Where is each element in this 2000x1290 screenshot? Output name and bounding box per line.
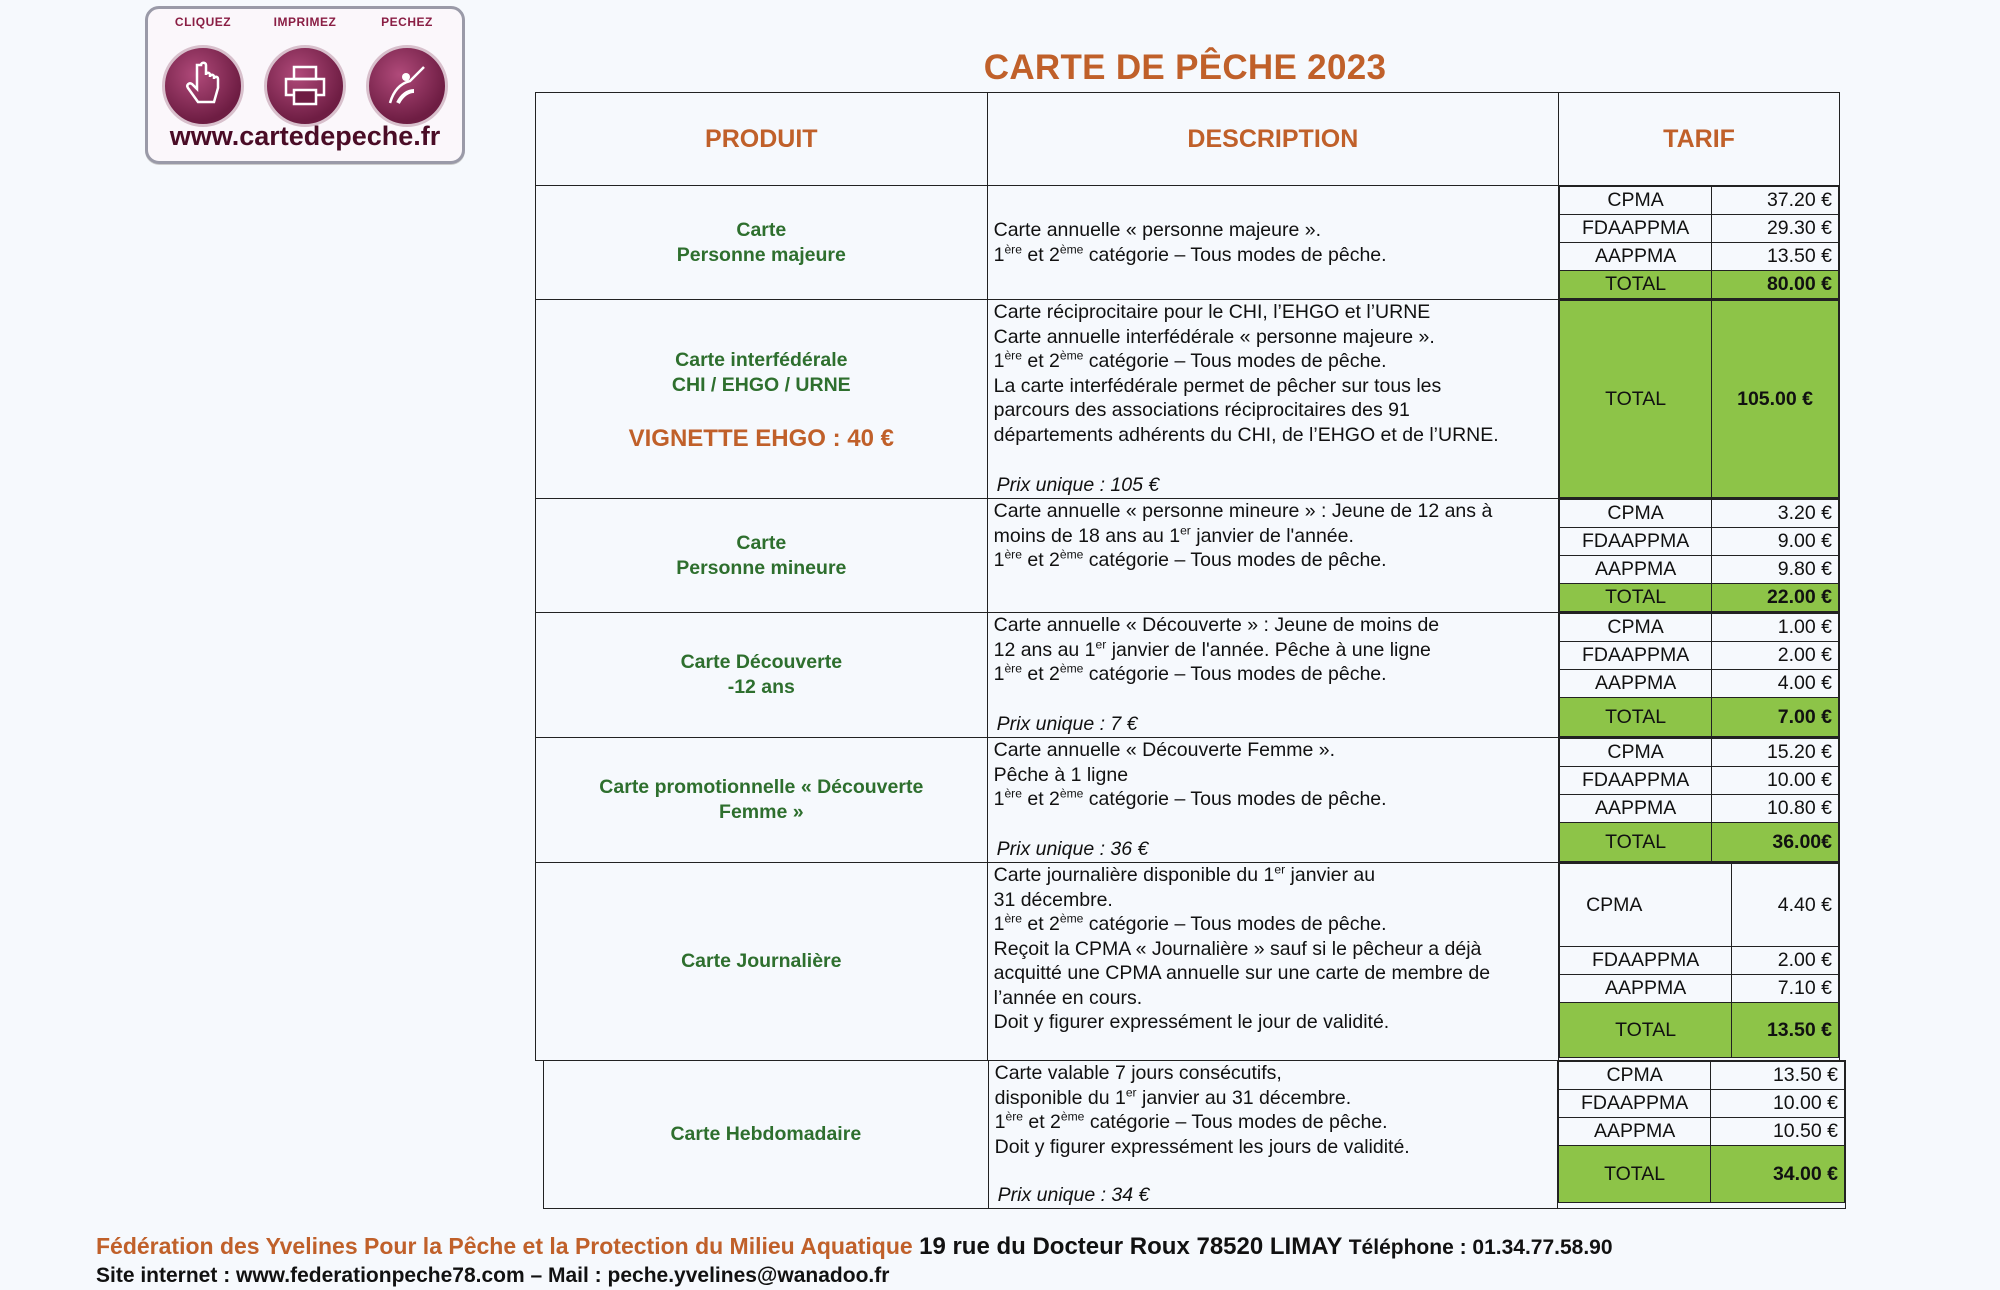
- total-label: TOTAL: [1560, 301, 1712, 498]
- product-cell: [536, 186, 988, 300]
- product-name: Carte interfédérale: [675, 348, 848, 371]
- description-line: l’année en cours.: [993, 986, 1143, 1009]
- description-line: Carte annuelle « Découverte Femme ».: [993, 739, 1336, 761]
- footer-phone: Téléphone : 01.34.77.58.90: [1348, 1236, 1613, 1259]
- rate-label: AAPPMA: [1560, 795, 1712, 823]
- row-hebdomadaire: [544, 1061, 1846, 1209]
- product-name: Carte: [736, 218, 787, 241]
- footer-address: 19 rue du Docteur Roux 78520 LIMAY: [919, 1233, 1343, 1260]
- rate-label: AAPPMA: [1560, 670, 1712, 698]
- fisherman-icon: [366, 45, 448, 127]
- total-value: 7.00 €: [1712, 698, 1839, 737]
- rates-table: [1559, 738, 1839, 862]
- rate-value: 13.50 €: [1711, 1062, 1845, 1090]
- logo-step-fish: [362, 15, 452, 127]
- categorie-line: 1ère et 2ème catégorie – Tous modes de pêche.: [993, 547, 1387, 571]
- footer-organization: Fédération des Yvelines Pour la Pêche et la Protection du Milieu Aquatique: [96, 1233, 913, 1259]
- description-line: Carte valable 7 jours consécutifs,: [994, 1062, 1282, 1084]
- rate-label: FDAAPPMA: [1560, 528, 1712, 556]
- row-decouverte: [536, 613, 1840, 738]
- product-name: Carte: [736, 531, 787, 554]
- printer-icon: [264, 45, 346, 127]
- prix-unique: Prix unique : 34 €: [997, 1183, 1150, 1206]
- header-description: DESCRIPTION: [987, 93, 1558, 186]
- prix-unique: Prix unique : 105 €: [996, 473, 1160, 496]
- rates-table: [1559, 613, 1839, 737]
- product-cell: [536, 300, 988, 499]
- rate-label: AAPPMA: [1560, 243, 1712, 271]
- description-line: moins de 18 ans au 1er janvier de l'année.: [993, 523, 1354, 547]
- description-line: Carte annuelle « Découverte » : Jeune de moins de: [993, 614, 1440, 636]
- rate-value: 29.30 €: [1712, 215, 1839, 243]
- logo-step-label: IMPRIMEZ: [273, 15, 337, 29]
- total-value: 13.50 €: [1732, 1003, 1839, 1058]
- logo-url: www.cartedepeche.fr: [169, 121, 441, 151]
- rate-label: AAPPMA: [1559, 1118, 1711, 1146]
- footer-contact-line: Site internet : www.federationpeche78.com – Mail : peche.yvelines@wanadoo.fr: [96, 1264, 890, 1287]
- description-line: Carte réciprocitaire pour le CHI, l’EHGO et l’URNE: [993, 301, 1431, 323]
- categorie-line: 1ère et 2ème catégorie – Tous modes de pêche.: [993, 242, 1387, 266]
- rate-value: 2.00 €: [1732, 947, 1839, 975]
- rate-label: FDAAPPMA: [1560, 767, 1712, 795]
- logo-step-print: [260, 15, 350, 127]
- header-produit: PRODUIT: [536, 93, 988, 186]
- description-cell: [987, 863, 1558, 1061]
- rates-table: [1558, 1061, 1845, 1203]
- product-name: Carte Découverte: [680, 651, 843, 673]
- rates-cell: [1559, 863, 1840, 1061]
- total-value: 34.00 €: [1711, 1146, 1845, 1203]
- description-cell: [987, 186, 1558, 300]
- product-name: Carte promotionnelle « Découverte: [599, 776, 924, 798]
- description-cell: [987, 499, 1558, 613]
- total-value: 80.00 €: [1712, 271, 1839, 299]
- description-line: 31 décembre.: [993, 888, 1113, 911]
- rate-value: 9.80 €: [1712, 556, 1839, 584]
- categorie-line: 1ère et 2ème catégorie – Tous modes de pêche.: [993, 348, 1387, 372]
- description-line: Reçoit la CPMA « Journalière » sauf si le pêcheur a déjà: [993, 937, 1482, 960]
- rates-table: [1559, 499, 1839, 612]
- total-label: TOTAL: [1560, 823, 1712, 862]
- rate-value: 4.40 €: [1732, 864, 1839, 947]
- rates-cell: [1559, 613, 1840, 738]
- rate-value: 37.20 €: [1712, 187, 1839, 215]
- product-cell: [536, 499, 988, 613]
- description-line: Pêche à 1 ligne: [993, 763, 1129, 786]
- description-line: départements adhérents du CHI, de l’EHGO et de l’URNE.: [993, 423, 1499, 446]
- rate-label: FDAAPPMA: [1560, 215, 1712, 243]
- rate-value: 4.00 €: [1712, 670, 1839, 698]
- row-personne-majeure: [536, 186, 1840, 300]
- description-cell: [987, 300, 1558, 499]
- rate-value: 10.80 €: [1712, 795, 1839, 823]
- description-line: 12 ans au 1er janvier de l'année. Pêche à une ligne: [993, 637, 1431, 661]
- rates-table: [1559, 300, 1839, 498]
- header-tarif: TARIF: [1559, 93, 1840, 186]
- rate-label: FDAAPPMA: [1560, 642, 1712, 670]
- rate-value: 7.10 €: [1732, 975, 1839, 1003]
- product-cell: [544, 1061, 989, 1209]
- row-decouverte-femme: [536, 738, 1840, 863]
- logo-step-label: CLIQUEZ: [174, 15, 232, 29]
- product-name: -12 ans: [727, 676, 795, 698]
- categorie-line: 1ère et 2ème catégorie – Tous modes de pêche.: [993, 911, 1387, 935]
- product-cell: [536, 613, 988, 738]
- rates-cell: [1559, 738, 1840, 863]
- vignette-ehgo: VIGNETTE EHGO : 40 €: [628, 424, 894, 452]
- rate-value: 9.00 €: [1712, 528, 1839, 556]
- page-title: CARTE DE PÊCHE 2023: [983, 48, 1387, 87]
- footer-line-1: [96, 1233, 1613, 1261]
- product-name: Femme »: [719, 801, 804, 823]
- description-line: Doit y figurer expressément les jours de validité.: [994, 1135, 1410, 1158]
- description-line: acquitté une CPMA annuelle sur une carte de membre de: [993, 962, 1491, 984]
- description-cell: [987, 613, 1558, 738]
- rates-cell: [1559, 300, 1840, 499]
- product-cell: [536, 738, 988, 863]
- total-value: 36.00€: [1712, 823, 1839, 862]
- rate-label: CPMA: [1560, 187, 1712, 215]
- rate-value: 1.00 €: [1712, 614, 1839, 642]
- prix-unique: Prix unique : 36 €: [996, 837, 1149, 860]
- description-line: parcours des associations réciprocitaires des 91: [993, 399, 1410, 421]
- row-personne-mineure: [536, 499, 1840, 613]
- total-label: TOTAL: [1560, 698, 1712, 737]
- categorie-line: 1ère et 2ème catégorie – Tous modes de pêche.: [993, 786, 1387, 810]
- rate-label: CPMA: [1560, 614, 1712, 642]
- total-value: 105.00 €: [1712, 301, 1839, 498]
- rate-label: CPMA: [1560, 864, 1732, 947]
- product-name: Carte Hebdomadaire: [670, 1123, 862, 1145]
- rate-label: CPMA: [1560, 500, 1712, 528]
- description-line: Carte journalière disponible du 1er janvier au: [993, 862, 1376, 886]
- description-line: Carte annuelle « personne mineure » : Jeune de 12 ans à: [993, 500, 1493, 522]
- rate-label: CPMA: [1559, 1062, 1711, 1090]
- total-label: TOTAL: [1560, 584, 1712, 612]
- rate-value: 15.20 €: [1712, 739, 1839, 767]
- rates-cell: [1559, 499, 1840, 613]
- product-name: Personne mineure: [676, 556, 847, 579]
- product-name: Carte Journalière: [681, 950, 842, 972]
- rate-label: AAPPMA: [1560, 556, 1712, 584]
- description-cell: [987, 738, 1558, 863]
- product-name: CHI / EHGO / URNE: [671, 373, 851, 396]
- rates-table: [1559, 186, 1839, 299]
- prix-unique: Prix unique : 7 €: [996, 712, 1138, 735]
- product-name: Personne majeure: [676, 243, 846, 266]
- rate-value: 2.00 €: [1712, 642, 1839, 670]
- row-journaliere: [536, 863, 1840, 1061]
- total-label: TOTAL: [1560, 1003, 1732, 1058]
- rates-table: [1559, 863, 1839, 1058]
- description-line: Doit y figurer expressément le jour de validité.: [993, 1011, 1390, 1033]
- description-cell: [988, 1061, 1557, 1209]
- rate-label: FDAAPPMA: [1559, 1090, 1711, 1118]
- product-cell: [536, 863, 988, 1061]
- total-label: TOTAL: [1559, 1146, 1711, 1203]
- rate-value: 10.50 €: [1711, 1118, 1845, 1146]
- table-header-row: [536, 93, 1840, 186]
- logo-step-click: [158, 15, 248, 127]
- hebdomadaire-table: [543, 1060, 1846, 1209]
- description-line: Carte annuelle « personne majeure ».: [993, 219, 1321, 241]
- row-interfederale: [536, 300, 1840, 499]
- categorie-line: 1ère et 2ème catégorie – Tous modes de pêche.: [994, 1109, 1388, 1133]
- hand-pointer-icon: [162, 45, 244, 127]
- rate-value: 10.00 €: [1711, 1090, 1845, 1118]
- description-line: Carte annuelle interfédérale « personne majeure ».: [993, 325, 1435, 348]
- total-value: 22.00 €: [1712, 584, 1839, 612]
- rate-label: CPMA: [1560, 739, 1712, 767]
- cartedepeche-logo: [145, 6, 465, 164]
- rate-value: 3.20 €: [1712, 500, 1839, 528]
- rate-value: 10.00 €: [1712, 767, 1839, 795]
- rate-label: FDAAPPMA: [1560, 947, 1732, 975]
- rates-cell: [1559, 186, 1840, 300]
- tariff-table: [535, 92, 1840, 1061]
- categorie-line: 1ère et 2ème catégorie – Tous modes de pêche.: [993, 661, 1387, 685]
- total-label: TOTAL: [1560, 271, 1712, 299]
- description-line: La carte interfédérale permet de pêcher sur tous les: [993, 374, 1442, 397]
- rates-cell: [1558, 1061, 1846, 1209]
- rate-value: 13.50 €: [1712, 243, 1839, 271]
- logo-step-label: PECHEZ: [381, 15, 433, 29]
- rate-label: AAPPMA: [1560, 975, 1732, 1003]
- description-line: disponible du 1er janvier au 31 décembre.: [994, 1085, 1352, 1109]
